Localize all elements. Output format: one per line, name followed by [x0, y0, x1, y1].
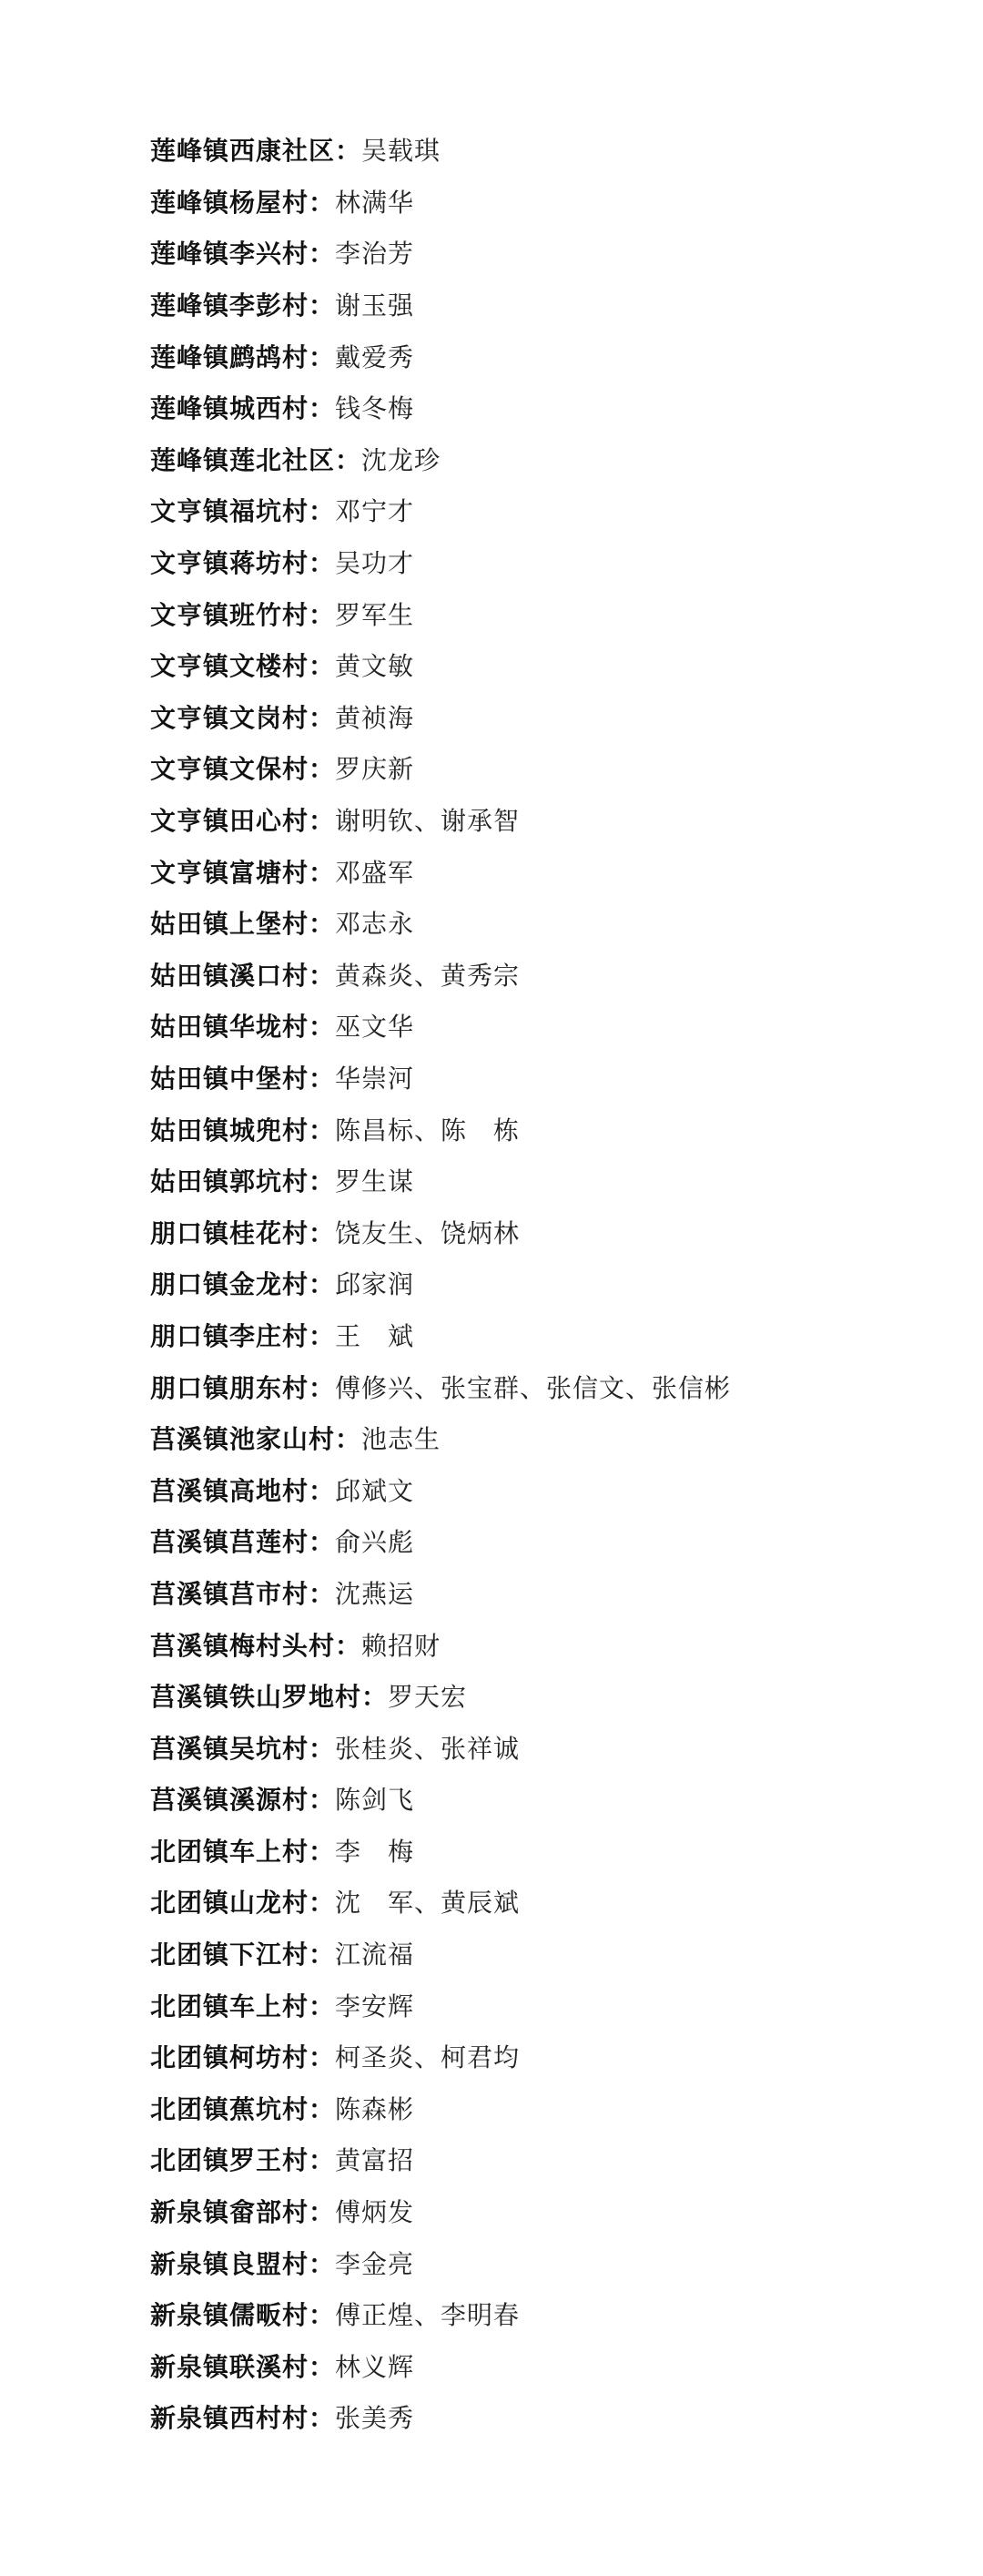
village-label: 北团镇罗王村：	[150, 2145, 336, 2176]
person-names: 钱冬梅	[335, 393, 415, 424]
village-label: 新泉镇西村村：	[150, 2403, 336, 2434]
person-names: 陈剑飞	[335, 1785, 415, 1816]
village-label: 文亨镇田心村：	[150, 806, 336, 837]
village-label: 莒溪镇溪源村：	[150, 1785, 336, 1816]
list-item	[150, 227, 951, 279]
list-item	[150, 2391, 951, 2443]
person-names: 邱斌文	[335, 1475, 415, 1506]
person-names: 吴载琪	[361, 136, 441, 167]
person-names: 李 梅	[335, 1836, 415, 1867]
village-label: 新泉镇畲部村：	[150, 2197, 336, 2228]
village-label: 文亨镇福坑村：	[150, 496, 336, 527]
person-names: 邱家润	[335, 1269, 415, 1300]
person-names: 李治芳	[335, 239, 415, 270]
village-label: 文亨镇班竹村：	[150, 599, 336, 630]
village-label: 文亨镇文楼村：	[150, 651, 336, 682]
village-label: 莒溪镇梅村头村：	[150, 1630, 362, 1661]
village-label: 姑田镇华垅村：	[150, 1012, 336, 1043]
person-names: 傅正煌、李明春	[335, 2300, 521, 2331]
list-item	[150, 124, 951, 176]
village-label: 莲峰镇城西村：	[150, 393, 336, 424]
village-label: 文亨镇富塘村：	[150, 857, 336, 888]
village-label: 姑田镇城兜村：	[150, 1115, 336, 1145]
list-item	[150, 2082, 951, 2134]
person-names: 王 斌	[335, 1320, 415, 1351]
village-label: 莲峰镇西康社区：	[150, 136, 362, 167]
person-names: 陈昌标、陈 栋	[335, 1115, 521, 1145]
person-names: 罗生谋	[335, 1166, 415, 1197]
list-item	[150, 2185, 951, 2237]
person-names: 张美秀	[335, 2403, 415, 2434]
village-label: 朋口镇朋东村：	[150, 1372, 336, 1403]
person-names: 林义辉	[335, 2351, 415, 2382]
person-names: 傅修兴、张宝群、张信文、张信彬	[335, 1372, 732, 1403]
list-item	[150, 330, 951, 382]
list-item	[150, 2288, 951, 2340]
list-item	[150, 691, 951, 743]
village-label: 莒溪镇高地村：	[150, 1475, 336, 1506]
village-label: 莒溪镇铁山罗地村：	[150, 1682, 389, 1713]
village-label: 新泉镇良盟村：	[150, 2248, 336, 2279]
person-names: 陈森彬	[335, 2093, 415, 2124]
list-item	[150, 1206, 951, 1257]
person-names: 戴爱秀	[335, 341, 415, 372]
village-label: 莲峰镇莲北社区：	[150, 444, 362, 475]
village-label: 莲峰镇李彭村：	[150, 290, 336, 321]
person-names: 李金亮	[335, 2248, 415, 2279]
person-names: 邓宁才	[335, 496, 415, 527]
village-label: 莒溪镇池家山村：	[150, 1424, 362, 1455]
list-item	[150, 382, 951, 433]
village-label: 朋口镇金龙村：	[150, 1269, 336, 1300]
village-label: 姑田镇上堡村：	[150, 909, 336, 940]
village-label: 北团镇下江村：	[150, 1940, 336, 1970]
list-item	[150, 1412, 951, 1464]
list-item	[150, 587, 951, 639]
person-names: 黄祯海	[335, 702, 415, 733]
list-item	[150, 176, 951, 228]
list-item	[150, 845, 951, 897]
person-names: 邓志永	[335, 909, 415, 940]
list-item	[150, 897, 951, 949]
list-item	[150, 1979, 951, 2031]
list-item	[150, 433, 951, 485]
person-names: 黄森炎、黄秀宗	[335, 960, 521, 991]
person-names: 黄文敏	[335, 651, 415, 682]
village-label: 莲峰镇杨屋村：	[150, 187, 336, 218]
person-names: 罗庆新	[335, 754, 415, 785]
village-label: 文亨镇文保村：	[150, 754, 336, 785]
list-item	[150, 1000, 951, 1052]
person-names: 俞兴彪	[335, 1527, 415, 1558]
person-names: 华崇河	[335, 1063, 415, 1094]
person-names: 黄富招	[335, 2145, 415, 2176]
list-item	[150, 742, 951, 794]
list-item	[150, 1721, 951, 1773]
village-label: 莲峰镇李兴村：	[150, 239, 336, 270]
person-names: 江流福	[335, 1940, 415, 1970]
village-name-list	[150, 124, 951, 2443]
person-names: 罗天宏	[388, 1682, 468, 1713]
person-names: 沈燕运	[335, 1578, 415, 1609]
village-label: 姑田镇中堡村：	[150, 1063, 336, 1094]
list-item	[150, 1309, 951, 1361]
village-label: 北团镇山龙村：	[150, 1888, 336, 1919]
list-item	[150, 1928, 951, 1980]
person-names: 池志生	[361, 1424, 441, 1455]
list-item	[150, 1155, 951, 1207]
list-item	[150, 949, 951, 1001]
list-item	[150, 639, 951, 691]
list-item	[150, 1618, 951, 1670]
person-names: 沈龙珍	[361, 444, 441, 475]
village-label: 北团镇车上村：	[150, 1991, 336, 2021]
list-item	[150, 2133, 951, 2185]
village-label: 文亨镇蒋坊村：	[150, 548, 336, 579]
village-label: 姑田镇郭坑村：	[150, 1166, 336, 1197]
person-names: 邓盛军	[335, 857, 415, 888]
list-item	[150, 1876, 951, 1928]
list-item	[150, 2340, 951, 2392]
village-label: 北团镇车上村：	[150, 1836, 336, 1867]
village-label: 朋口镇李庄村：	[150, 1320, 336, 1351]
village-label: 文亨镇文岗村：	[150, 702, 336, 733]
list-item	[150, 1463, 951, 1515]
person-names: 赖招财	[361, 1630, 441, 1661]
list-item	[150, 1360, 951, 1412]
list-item	[150, 2031, 951, 2082]
list-item	[150, 484, 951, 536]
person-names: 沈 军、黄辰斌	[335, 1888, 521, 1919]
village-label: 北团镇柯坊村：	[150, 2042, 336, 2073]
list-item	[150, 794, 951, 846]
list-item	[150, 1825, 951, 1877]
person-names: 李安辉	[335, 1991, 415, 2021]
person-names: 柯圣炎、柯君均	[335, 2042, 521, 2073]
list-item	[150, 1103, 951, 1155]
village-label: 北团镇蕉坑村：	[150, 2093, 336, 2124]
person-names: 林满华	[335, 187, 415, 218]
person-names: 张桂炎、张祥诚	[335, 1733, 521, 1764]
person-names: 罗军生	[335, 599, 415, 630]
person-names: 傅炳发	[335, 2197, 415, 2228]
village-label: 新泉镇联溪村：	[150, 2351, 336, 2382]
list-item	[150, 1052, 951, 1104]
village-label: 莒溪镇莒莲村：	[150, 1527, 336, 1558]
person-names: 巫文华	[335, 1012, 415, 1043]
person-names: 谢明钦、谢承智	[335, 806, 521, 837]
list-item	[150, 1567, 951, 1619]
list-item	[150, 1257, 951, 1309]
list-item	[150, 1515, 951, 1567]
person-names: 谢玉强	[335, 290, 415, 321]
village-label: 朋口镇桂花村：	[150, 1217, 336, 1248]
list-item	[150, 279, 951, 331]
village-label: 姑田镇溪口村：	[150, 960, 336, 991]
person-names: 饶友生、饶炳林	[335, 1217, 521, 1248]
list-item	[150, 1670, 951, 1722]
person-names: 吴功才	[335, 548, 415, 579]
list-item	[150, 1773, 951, 1825]
list-item	[150, 536, 951, 588]
village-label: 新泉镇儒畈村：	[150, 2300, 336, 2331]
village-label: 莒溪镇吴坑村：	[150, 1733, 336, 1764]
village-label: 莒溪镇莒市村：	[150, 1578, 336, 1609]
list-item	[150, 2236, 951, 2288]
village-label: 莲峰镇鹧鸪村：	[150, 341, 336, 372]
